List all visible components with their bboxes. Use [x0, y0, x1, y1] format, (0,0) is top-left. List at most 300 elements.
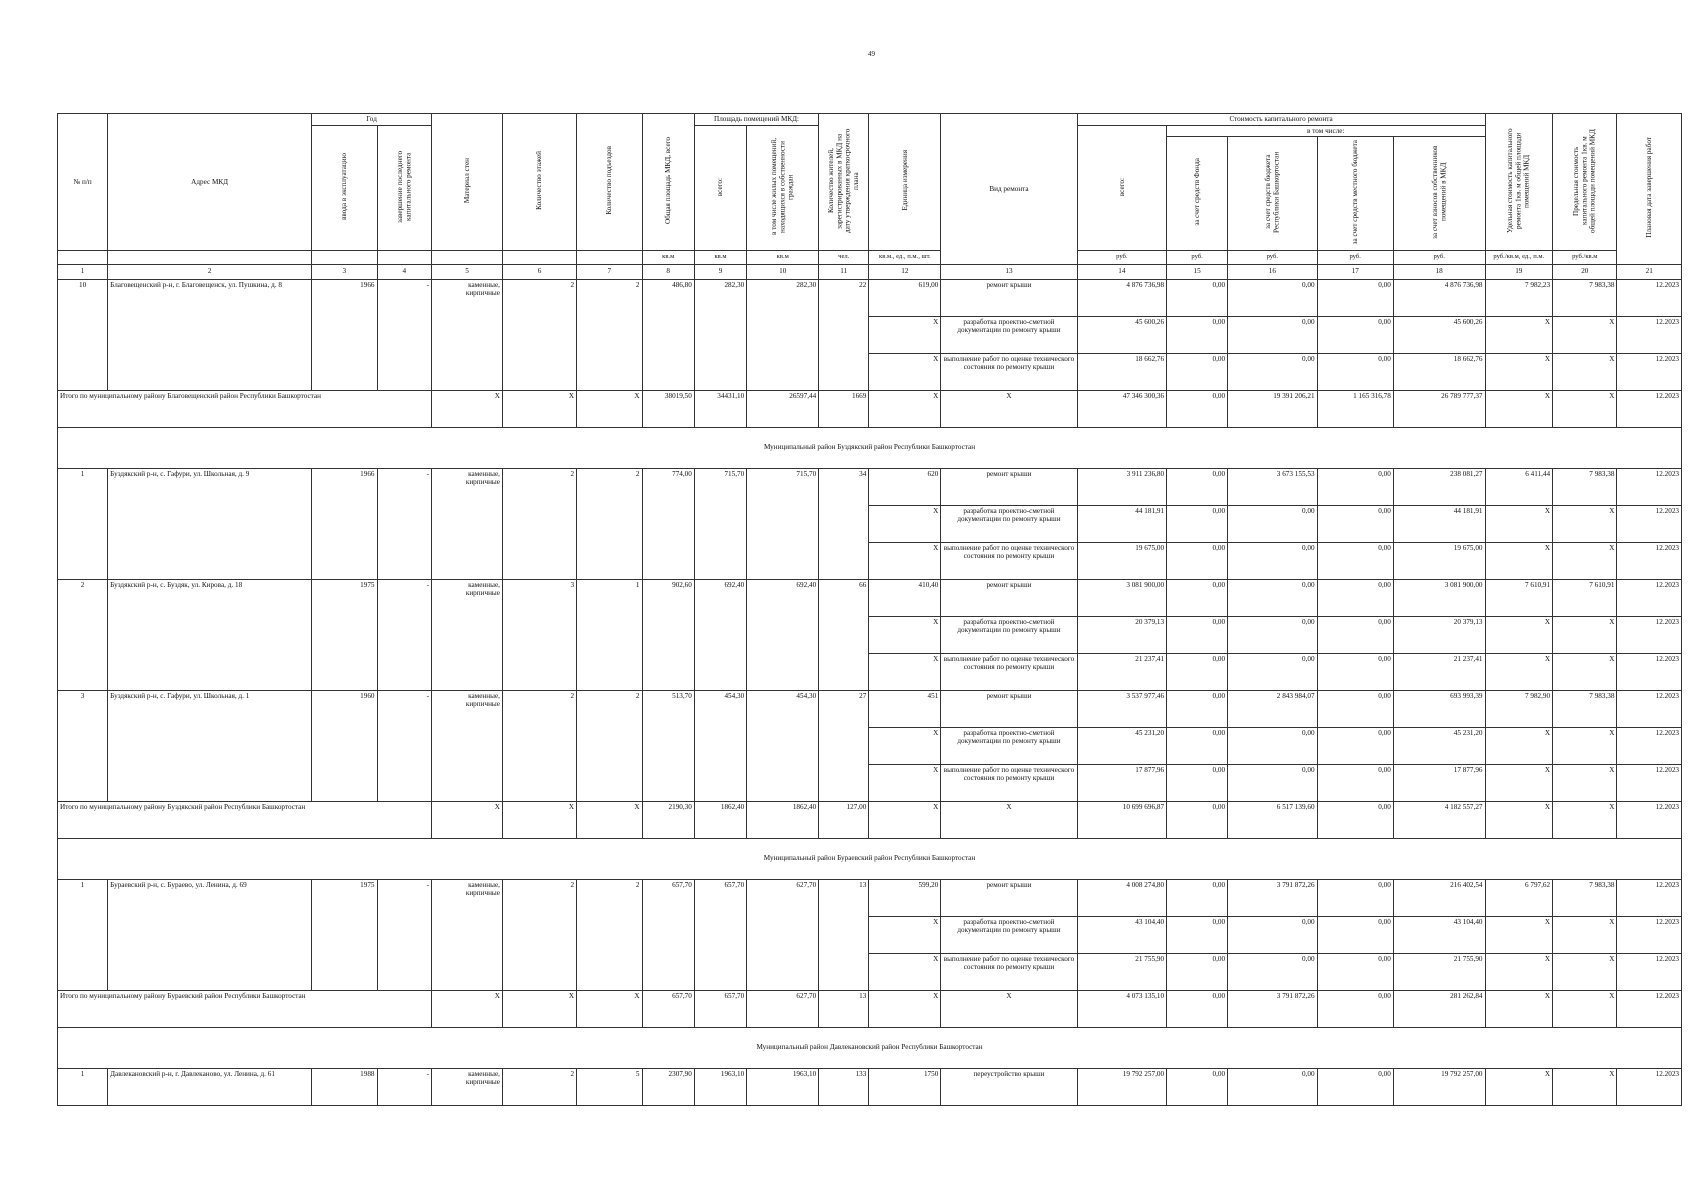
unit-value: X [869, 990, 941, 1027]
max-cost: X [1553, 953, 1617, 990]
unit-value: X [869, 916, 941, 953]
entrances: X [577, 801, 642, 838]
completion-date: 12.2023 [1617, 653, 1682, 690]
unit-value: 619,00 [869, 279, 941, 316]
unit-value: 451 [869, 690, 941, 727]
header-year-group: Год [312, 114, 432, 126]
total-row [58, 801, 1682, 838]
max-cost: 7 610,91 [1553, 579, 1617, 616]
row-number: 3 [58, 690, 108, 801]
repair-type: выполнение работ по оценке технического состояния по ремонту крыши [941, 764, 1077, 801]
year-commission: 1988 [312, 1068, 377, 1105]
floors: 3 [502, 579, 576, 690]
max-cost: X [1553, 653, 1617, 690]
entrances: 1 [577, 579, 642, 690]
header-year-commission: ввода в эксплуатацию [312, 126, 377, 251]
repair-type: X [941, 801, 1077, 838]
completion-date: 12.2023 [1617, 279, 1682, 316]
header-cost-group: Стоимость капитального ремонта [1077, 114, 1485, 126]
specific-cost: X [1485, 616, 1553, 653]
entrances: X [577, 390, 642, 427]
unit-value: X [869, 316, 941, 353]
cost-fund: 0,00 [1167, 279, 1228, 316]
total-area: 902,60 [642, 579, 694, 690]
residents: 66 [819, 579, 869, 690]
repair-type: X [941, 390, 1077, 427]
max-cost: X [1553, 727, 1617, 764]
cost-total: 3 081 900,00 [1077, 579, 1166, 616]
table-row [58, 879, 1682, 916]
repair-type: разработка проектно-сметной документации по ремонту крыши [941, 316, 1077, 353]
total-area: 774,00 [642, 468, 694, 579]
area-private: 715,70 [747, 468, 819, 579]
area-all: 692,40 [694, 579, 746, 690]
area-all: 715,70 [694, 468, 746, 579]
residents: 1669 [819, 390, 869, 427]
unit-value: 1750 [869, 1068, 941, 1105]
total-area: 2190,30 [642, 801, 694, 838]
cost-total: 19 792 257,00 [1077, 1068, 1166, 1105]
cost-local: 0,00 [1317, 953, 1393, 990]
unit-value: X [869, 353, 941, 390]
page-number: 49 [868, 50, 875, 58]
year-last-repair: - [377, 690, 432, 801]
repair-type: ремонт крыши [941, 468, 1077, 505]
area-private: 454,30 [747, 690, 819, 801]
year-commission: 1975 [312, 879, 377, 990]
entrances: 2 [577, 279, 642, 390]
cost-local: 0,00 [1317, 316, 1393, 353]
floors: X [502, 801, 576, 838]
year-commission: 1975 [312, 579, 377, 690]
repair-type: выполнение работ по оценке технического состояния по ремонту крыши [941, 542, 1077, 579]
cost-fund: 0,00 [1167, 690, 1228, 727]
year-last-repair: - [377, 468, 432, 579]
cost-republic: 0,00 [1228, 542, 1317, 579]
cost-total: 19 675,00 [1077, 542, 1166, 579]
cost-total: 45 231,20 [1077, 727, 1166, 764]
completion-date: 12.2023 [1617, 990, 1682, 1027]
repair-type: разработка проектно-сметной документации по ремонту крыши [941, 727, 1077, 764]
entrances: 2 [577, 468, 642, 579]
entrances: 2 [577, 690, 642, 801]
specific-cost: X [1485, 916, 1553, 953]
max-cost: X [1553, 616, 1617, 653]
specific-cost: X [1485, 542, 1553, 579]
total-area: 657,70 [642, 990, 694, 1027]
row-number: 1 [58, 1068, 108, 1105]
header-completion: Плановая дата завершения работ [1617, 114, 1682, 265]
row-number: 1 [58, 879, 108, 990]
cost-republic: 0,00 [1228, 616, 1317, 653]
repair-type: выполнение работ по оценке технического состояния по ремонту крыши [941, 653, 1077, 690]
max-cost: X [1553, 353, 1617, 390]
cost-local: 0,00 [1317, 653, 1393, 690]
cost-total: 43 104,40 [1077, 916, 1166, 953]
cost-owners: 3 081 900,00 [1393, 579, 1485, 616]
house-address: Давлекановский р-н, г. Давлеканово, ул. Ленина, д. 61 [108, 1068, 312, 1105]
header-unit: Единица измерения [869, 114, 941, 251]
specific-cost: 7 982,23 [1485, 279, 1553, 316]
floors: X [502, 390, 576, 427]
cost-republic: 0,00 [1228, 1068, 1317, 1105]
unit-value: X [869, 764, 941, 801]
unit-value: X [869, 727, 941, 764]
cost-owners: 21 755,90 [1393, 953, 1485, 990]
specific-cost: X [1485, 505, 1553, 542]
header-area-group: Площадь помещений МКД: [694, 114, 818, 126]
area-all: 1963,10 [694, 1068, 746, 1105]
cost-fund: 0,00 [1167, 505, 1228, 542]
cost-republic: 0,00 [1228, 916, 1317, 953]
cost-total: 17 877,96 [1077, 764, 1166, 801]
residents: 13 [819, 879, 869, 990]
entrances: 2 [577, 879, 642, 990]
table-row [58, 579, 1682, 616]
floors: 2 [502, 879, 576, 990]
cost-fund: 0,00 [1167, 579, 1228, 616]
year-last-repair: - [377, 879, 432, 990]
house-address: Буздякский р-н, с. Гафури, ул. Школьная, д. 9 [108, 468, 312, 579]
specific-cost: X [1485, 316, 1553, 353]
completion-date: 12.2023 [1617, 390, 1682, 427]
header-total-area: Общая площадь МКД, всего [642, 114, 694, 251]
residents: 27 [819, 690, 869, 801]
area-private: 692,40 [747, 579, 819, 690]
repair-type: выполнение работ по оценке технического состояния по ремонту крыши [941, 353, 1077, 390]
total-area: 513,70 [642, 690, 694, 801]
unit-value: X [869, 542, 941, 579]
cost-local: 0,00 [1317, 542, 1393, 579]
cost-owners: 44 181,91 [1393, 505, 1485, 542]
house-address: Буздякский р-н, с. Буздяк, ул. Кирова, д. 18 [108, 579, 312, 690]
row-number: 10 [58, 279, 108, 390]
completion-date: 12.2023 [1617, 879, 1682, 916]
cost-owners: 4 876 736,98 [1393, 279, 1485, 316]
wall-material: каменные, кирпичные [432, 879, 503, 990]
header-entrances: Количество подъездов [577, 114, 642, 251]
specific-cost: 7 982,90 [1485, 690, 1553, 727]
table-row [58, 279, 1682, 316]
specific-cost: 6 797,62 [1485, 879, 1553, 916]
cost-fund: 0,00 [1167, 801, 1228, 838]
cost-total: 45 600,26 [1077, 316, 1166, 353]
specific-cost: X [1485, 390, 1553, 427]
wall-material: X [432, 990, 503, 1027]
unit-value: X [869, 653, 941, 690]
year-commission: 1966 [312, 279, 377, 390]
cost-fund: 0,00 [1167, 1068, 1228, 1105]
floors: 2 [502, 468, 576, 579]
units-row: кв.м кв.м кв.м чел. кв.м., ед., п.м., шт. руб. руб. руб. руб. руб. руб./кв.м, ед., п.м. руб./кв.м [58, 250, 1682, 264]
max-cost: X [1553, 1068, 1617, 1105]
table-body [58, 279, 1682, 1105]
total-area: 657,70 [642, 879, 694, 990]
cost-fund: 0,00 [1167, 879, 1228, 916]
cost-local: 0,00 [1317, 727, 1393, 764]
completion-date: 12.2023 [1617, 690, 1682, 727]
completion-date: 12.2023 [1617, 353, 1682, 390]
cost-total: 3 537 977,46 [1077, 690, 1166, 727]
cost-local: 0,00 [1317, 990, 1393, 1027]
total-row [58, 390, 1682, 427]
total-area: 486,80 [642, 279, 694, 390]
entrances: X [577, 990, 642, 1027]
cost-local: 0,00 [1317, 690, 1393, 727]
cost-owners: 17 877,96 [1393, 764, 1485, 801]
cost-owners: 45 231,20 [1393, 727, 1485, 764]
cost-owners: 43 104,40 [1393, 916, 1485, 953]
header-residents: Количество жителей, зарегистрированных в МКД на дату утверждения краткосрочного плана [819, 114, 869, 251]
max-cost: X [1553, 316, 1617, 353]
residents: 127,00 [819, 801, 869, 838]
cost-fund: 0,00 [1167, 353, 1228, 390]
repair-type: разработка проектно-сметной документации по ремонту крыши [941, 916, 1077, 953]
max-cost: X [1553, 764, 1617, 801]
cost-local: 0,00 [1317, 505, 1393, 542]
table-row [58, 690, 1682, 727]
total-row [58, 990, 1682, 1027]
region-heading: Муниципальный район Буздякский район Республики Башкортостан [58, 427, 1682, 468]
cost-owners: 45 600,26 [1393, 316, 1485, 353]
cost-fund: 0,00 [1167, 542, 1228, 579]
completion-date: 12.2023 [1617, 1068, 1682, 1105]
completion-date: 12.2023 [1617, 953, 1682, 990]
header-cost-republic: за счет средств бюджета Республики Башкортостан [1228, 137, 1317, 250]
area-all: 657,70 [694, 990, 746, 1027]
cost-owners: 238 081,27 [1393, 468, 1485, 505]
floors: 2 [502, 279, 576, 390]
max-cost: X [1553, 542, 1617, 579]
area-private: 26597,44 [747, 390, 819, 427]
specific-cost: X [1485, 953, 1553, 990]
cost-owners: 19 675,00 [1393, 542, 1485, 579]
cost-local: 1 165 316,78 [1317, 390, 1393, 427]
repair-type: разработка проектно-сметной документации по ремонту крыши [941, 505, 1077, 542]
repair-plan-table [57, 113, 1682, 1106]
total-label: Итого по муниципальному району Буздякский район Республики Башкортостан [58, 801, 432, 838]
max-cost: X [1553, 505, 1617, 542]
region-row [58, 838, 1682, 879]
completion-date: 12.2023 [1617, 468, 1682, 505]
cost-owners: 216 402,54 [1393, 879, 1485, 916]
region-heading: Муниципальный район Давлекановский район Республики Башкортостан [58, 1027, 1682, 1068]
cost-fund: 0,00 [1167, 916, 1228, 953]
cost-owners: 18 662,76 [1393, 353, 1485, 390]
area-private: 627,70 [747, 879, 819, 990]
header-repair-type: Вид ремонта [941, 114, 1077, 265]
header-wall-material: Материал стен [432, 114, 503, 251]
specific-cost: X [1485, 801, 1553, 838]
region-row [58, 1027, 1682, 1068]
residents: 22 [819, 279, 869, 390]
cost-local: 0,00 [1317, 1068, 1393, 1105]
total-area: 38019,50 [642, 390, 694, 427]
header-incl-group: в том числе: [1167, 126, 1485, 137]
unit-value: 599,20 [869, 879, 941, 916]
area-all: 282,30 [694, 279, 746, 390]
house-address: Буздякский р-н, с. Гафури, ул. Школьная, д. 1 [108, 690, 312, 801]
entrances: 5 [577, 1068, 642, 1105]
total-label: Итого по муниципальному району Бураевский район Республики Башкортостан [58, 990, 432, 1027]
specific-cost: 6 411,44 [1485, 468, 1553, 505]
completion-date: 12.2023 [1617, 801, 1682, 838]
floors: 2 [502, 690, 576, 801]
cost-total: 20 379,13 [1077, 616, 1166, 653]
cost-owners: 20 379,13 [1393, 616, 1485, 653]
area-all: 454,30 [694, 690, 746, 801]
cost-owners: 693 993,39 [1393, 690, 1485, 727]
cost-total: 21 755,90 [1077, 953, 1166, 990]
year-last-repair: - [377, 579, 432, 690]
cost-republic: 19 391 206,21 [1228, 390, 1317, 427]
header-cost-total: всего: [1077, 126, 1166, 251]
header-cost-owners: за счет взносов собственников помещений в МКД [1393, 137, 1485, 250]
year-last-repair: - [377, 1068, 432, 1105]
cost-republic: 0,00 [1228, 953, 1317, 990]
cost-republic: 0,00 [1228, 653, 1317, 690]
cost-total: 3 911 236,80 [1077, 468, 1166, 505]
cost-republic: 0,00 [1228, 579, 1317, 616]
year-commission: 1966 [312, 468, 377, 579]
specific-cost: X [1485, 353, 1553, 390]
year-commission: 1960 [312, 690, 377, 801]
max-cost: 7 983,38 [1553, 279, 1617, 316]
repair-type: ремонт крыши [941, 879, 1077, 916]
wall-material: X [432, 801, 503, 838]
cost-republic: 0,00 [1228, 353, 1317, 390]
row-number: 2 [58, 579, 108, 690]
cost-local: 0,00 [1317, 579, 1393, 616]
cost-republic: 3 791 872,26 [1228, 879, 1317, 916]
wall-material: X [432, 390, 503, 427]
cost-local: 0,00 [1317, 353, 1393, 390]
cost-republic: 6 517 139,60 [1228, 801, 1317, 838]
table-header [58, 114, 1682, 280]
area-all: 34431,10 [694, 390, 746, 427]
wall-material: каменные, кирпичные [432, 1068, 503, 1105]
cost-republic: 3 791 872,26 [1228, 990, 1317, 1027]
region-heading: Муниципальный район Бураевский район Республики Башкортостан [58, 838, 1682, 879]
completion-date: 12.2023 [1617, 579, 1682, 616]
wall-material: каменные, кирпичные [432, 279, 503, 390]
cost-owners: 21 237,41 [1393, 653, 1485, 690]
unit-value: 410,40 [869, 579, 941, 616]
repair-type: выполнение работ по оценке технического состояния по ремонту крыши [941, 953, 1077, 990]
cost-republic: 0,00 [1228, 727, 1317, 764]
total-area: 2307,90 [642, 1068, 694, 1105]
area-private: 282,30 [747, 279, 819, 390]
completion-date: 12.2023 [1617, 727, 1682, 764]
unit-value: X [869, 390, 941, 427]
wall-material: каменные, кирпичные [432, 468, 503, 579]
header-address: Адрес МКД [108, 114, 312, 251]
cost-fund: 0,00 [1167, 468, 1228, 505]
cost-fund: 0,00 [1167, 653, 1228, 690]
year-last-repair: - [377, 279, 432, 390]
house-address: Бураевский р-н, с. Бураево, ул. Ленина, д. 69 [108, 879, 312, 990]
cost-fund: 0,00 [1167, 316, 1228, 353]
header-max-cost: Предельная стоимость капитального ремонта 1кв. м общей площади помещений МКД [1553, 114, 1617, 251]
header-specific-cost: Удельная стоимость капитального ремонта 1кв. м общей площади помещений МКД [1485, 114, 1553, 251]
specific-cost: X [1485, 764, 1553, 801]
cost-total: 4 073 135,10 [1077, 990, 1166, 1027]
max-cost: X [1553, 801, 1617, 838]
cost-total: 44 181,91 [1077, 505, 1166, 542]
total-label: Итого по муниципальному району Благовещенский район Республики Башкортостан [58, 390, 432, 427]
cost-republic: 0,00 [1228, 316, 1317, 353]
completion-date: 12.2023 [1617, 916, 1682, 953]
cost-fund: 0,00 [1167, 727, 1228, 764]
specific-cost: 7 610,91 [1485, 579, 1553, 616]
cost-total: 21 237,41 [1077, 653, 1166, 690]
cost-total: 18 662,76 [1077, 353, 1166, 390]
cost-owners: 281 262,84 [1393, 990, 1485, 1027]
area-private: 1963,10 [747, 1068, 819, 1105]
max-cost: X [1553, 390, 1617, 427]
row-number: 1 [58, 468, 108, 579]
repair-type: ремонт крыши [941, 279, 1077, 316]
cost-fund: 0,00 [1167, 764, 1228, 801]
header-area-private: в том числе жилых помещений, находящихся в собственности граждан [747, 126, 819, 251]
floors: 2 [502, 1068, 576, 1105]
cost-republic: 0,00 [1228, 279, 1317, 316]
header-no: № п/п [58, 114, 108, 251]
cost-fund: 0,00 [1167, 390, 1228, 427]
unit-value: X [869, 616, 941, 653]
max-cost: X [1553, 990, 1617, 1027]
cost-owners: 4 182 557,27 [1393, 801, 1485, 838]
specific-cost: X [1485, 1068, 1553, 1105]
cost-fund: 0,00 [1167, 616, 1228, 653]
table-row [58, 1068, 1682, 1105]
cost-total: 10 699 696,87 [1077, 801, 1166, 838]
cost-total: 4 008 274,80 [1077, 879, 1166, 916]
header-area-all: всего: [694, 126, 746, 251]
repair-type: переустройство крыши [941, 1068, 1077, 1105]
cost-total: 4 876 736,98 [1077, 279, 1166, 316]
max-cost: 7 983,38 [1553, 879, 1617, 916]
repair-type: ремонт крыши [941, 579, 1077, 616]
cost-local: 0,00 [1317, 616, 1393, 653]
cost-local: 0,00 [1317, 468, 1393, 505]
cost-republic: 2 843 984,07 [1228, 690, 1317, 727]
unit-value: X [869, 505, 941, 542]
residents: 34 [819, 468, 869, 579]
completion-date: 12.2023 [1617, 542, 1682, 579]
cost-local: 0,00 [1317, 764, 1393, 801]
cost-owners: 26 789 777,37 [1393, 390, 1485, 427]
cost-total: 47 346 300,36 [1077, 390, 1166, 427]
header-year-last-repair: завершение последнего капитального ремонта [377, 126, 432, 251]
cost-local: 0,00 [1317, 916, 1393, 953]
max-cost: 7 983,38 [1553, 468, 1617, 505]
cost-local: 0,00 [1317, 279, 1393, 316]
header-cost-local: за счет средств местного бюджета [1317, 137, 1393, 250]
completion-date: 12.2023 [1617, 764, 1682, 801]
area-all: 1862,40 [694, 801, 746, 838]
column-numbers-row: 1 2 3 4 5 6 7 8 9 10 11 12 13 14 15 16 17 18 19 20 21 [58, 264, 1682, 279]
unit-value: X [869, 953, 941, 990]
unit-value: 620 [869, 468, 941, 505]
cost-fund: 0,00 [1167, 953, 1228, 990]
area-all: 657,70 [694, 879, 746, 990]
repair-type: разработка проектно-сметной документации по ремонту крыши [941, 616, 1077, 653]
specific-cost: X [1485, 990, 1553, 1027]
header-floors: Количество этажей [502, 114, 576, 251]
max-cost: 7 983,38 [1553, 690, 1617, 727]
max-cost: X [1553, 916, 1617, 953]
